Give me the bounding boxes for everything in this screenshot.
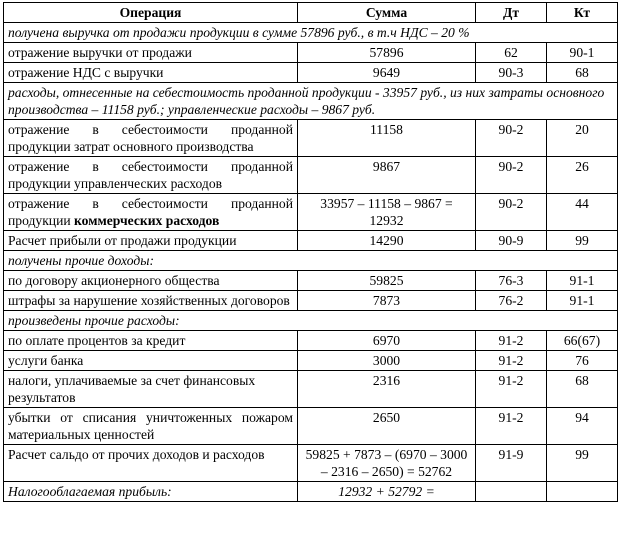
ledger-table xyxy=(3,2,618,502)
credit-cell: 99 xyxy=(547,445,618,482)
header-operation: Операция xyxy=(4,3,298,23)
table-row xyxy=(4,351,618,371)
credit-cell: 91-1 xyxy=(547,291,618,311)
debit-cell: 91-9 xyxy=(476,445,547,482)
operation-cell: отражение в себестоимости проданной продукции управленческих расходов xyxy=(4,157,298,194)
operation-text: отражение в себестоимости проданной продукции xyxy=(8,196,293,228)
credit-cell: 91-1 xyxy=(547,271,618,291)
amount-cell: 57896 xyxy=(298,43,476,63)
table-row xyxy=(4,120,618,157)
debit-cell: 90-2 xyxy=(476,157,547,194)
amount-cell: 9867 xyxy=(298,157,476,194)
table-row xyxy=(4,157,618,194)
header-amount: Сумма xyxy=(298,3,476,23)
table-row xyxy=(4,63,618,83)
credit-cell: 99 xyxy=(547,231,618,251)
section-text: произведены прочие расходы: xyxy=(4,311,618,331)
section-row xyxy=(4,23,618,43)
operation-cell: Расчет сальдо от прочих доходов и расходов xyxy=(4,445,298,482)
debit-cell: 90-9 xyxy=(476,231,547,251)
table-row xyxy=(4,408,618,445)
amount-cell: 6970 xyxy=(298,331,476,351)
credit-cell: 68 xyxy=(547,371,618,408)
debit-cell: 76-2 xyxy=(476,291,547,311)
operation-cell: услуги банка xyxy=(4,351,298,371)
credit-cell: 94 xyxy=(547,408,618,445)
section-row xyxy=(4,251,618,271)
amount-cell: 14290 xyxy=(298,231,476,251)
debit-cell: 62 xyxy=(476,43,547,63)
table-row xyxy=(4,43,618,63)
credit-cell: 66(67) xyxy=(547,331,618,351)
credit-cell: 76 xyxy=(547,351,618,371)
amount-cell: 11158 xyxy=(298,120,476,157)
section-row xyxy=(4,311,618,331)
table-row xyxy=(4,291,618,311)
debit-cell: 90-2 xyxy=(476,120,547,157)
operation-cell: отражение НДС с выручки xyxy=(4,63,298,83)
debit-cell: 91-2 xyxy=(476,351,547,371)
header-row xyxy=(4,3,618,23)
amount-cell: 59825 + 7873 – (6970 – 3000 – 2316 – 2650) = 52762 xyxy=(298,445,476,482)
header-credit: Кт xyxy=(547,3,618,23)
debit-cell: 91-2 xyxy=(476,331,547,351)
amount-cell: 3000 xyxy=(298,351,476,371)
operation-bold-text: коммерческих расходов xyxy=(74,213,220,228)
table-row xyxy=(4,371,618,408)
credit-cell: 68 xyxy=(547,63,618,83)
operation-cell: налоги, уплачиваемые за счет финансовых результатов xyxy=(4,371,298,408)
credit-cell: 20 xyxy=(547,120,618,157)
debit-cell: 90-2 xyxy=(476,194,547,231)
credit-cell: 90-1 xyxy=(547,43,618,63)
amount-cell: 33957 – 11158 – 9867 = 12932 xyxy=(298,194,476,231)
table-row xyxy=(4,445,618,482)
total-row xyxy=(4,482,618,502)
debit-cell: 91-2 xyxy=(476,371,547,408)
operation-cell: штрафы за нарушение хозяйственных договоров xyxy=(4,291,298,311)
operation-cell: отражение в себестоимости проданной продукции затрат основного производства xyxy=(4,120,298,157)
amount-cell: 2316 xyxy=(298,371,476,408)
amount-cell: 2650 xyxy=(298,408,476,445)
credit-cell xyxy=(547,482,618,502)
operation-cell: отражение выручки от продажи xyxy=(4,43,298,63)
operation-cell: убытки от списания уничтоженных пожаром материальных ценностей xyxy=(4,408,298,445)
section-text: получены прочие доходы: xyxy=(4,251,618,271)
section-row xyxy=(4,83,618,120)
amount-cell: 59825 xyxy=(298,271,476,291)
table-row xyxy=(4,231,618,251)
amount-cell: 9649 xyxy=(298,63,476,83)
section-text: получена выручка от продажи продукции в сумме 57896 руб., в т.ч НДС – 20 % xyxy=(4,23,618,43)
operation-cell xyxy=(4,194,298,231)
operation-cell: по оплате процентов за кредит xyxy=(4,331,298,351)
total-label: Налогооблагаемая прибыль: xyxy=(4,482,298,502)
table-row xyxy=(4,194,618,231)
header-debit: Дт xyxy=(476,3,547,23)
operation-cell: Расчет прибыли от продажи продукции xyxy=(4,231,298,251)
section-text: расходы, отнесенные на себестоимость проданной продукции - 33957 руб., из них затраты основного производства – 11158 руб.; управленческие расходы – 9867 руб. xyxy=(4,83,618,120)
table-row xyxy=(4,271,618,291)
total-amount: 12932 + 52792 = xyxy=(298,482,476,502)
credit-cell: 26 xyxy=(547,157,618,194)
table-row xyxy=(4,331,618,351)
debit-cell: 90-3 xyxy=(476,63,547,83)
credit-cell: 44 xyxy=(547,194,618,231)
amount-cell: 7873 xyxy=(298,291,476,311)
debit-cell: 76-3 xyxy=(476,271,547,291)
debit-cell xyxy=(476,482,547,502)
operation-cell: по договору акционерного общества xyxy=(4,271,298,291)
debit-cell: 91-2 xyxy=(476,408,547,445)
